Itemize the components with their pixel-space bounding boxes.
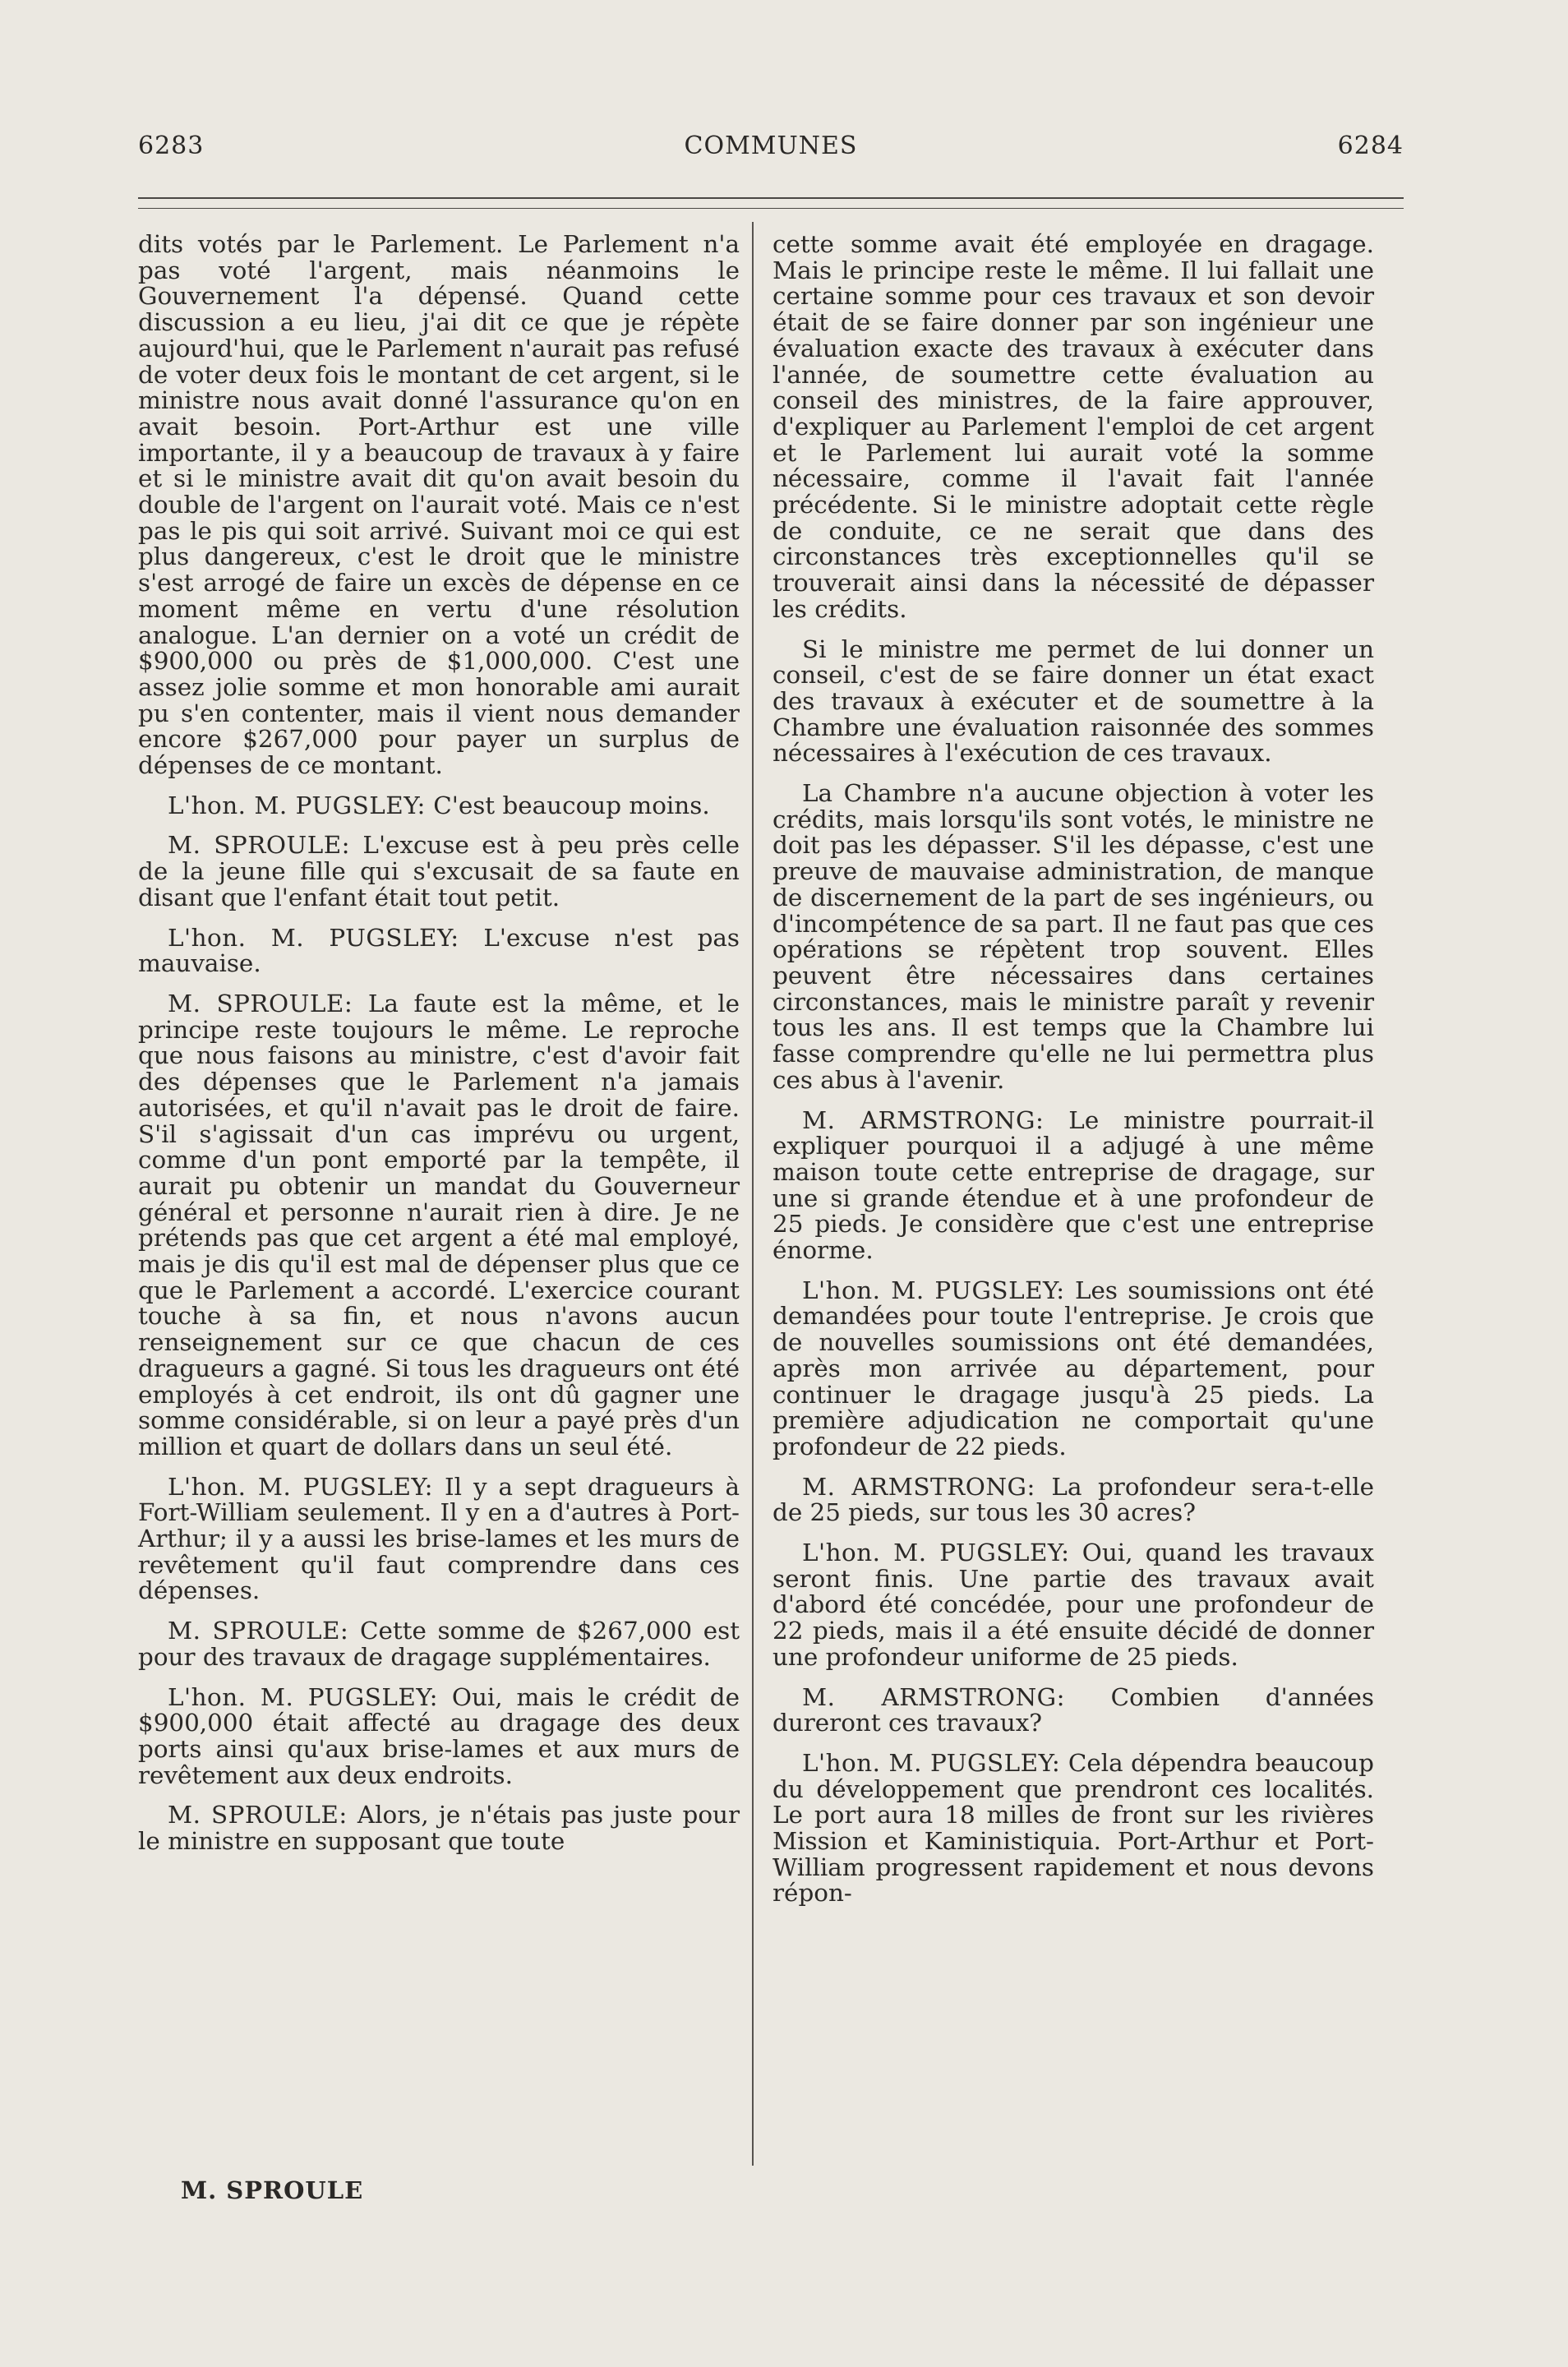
paragraph-text: Oui, mais le crédit de $900,000 était affecté au dragage des deux ports ainsi qu'aux brise-lames et aux murs de revêtement aux deux endroits.	[138, 1682, 740, 1789]
paragraph	[138, 1802, 740, 1854]
paragraph-text: dits votés par le Parlement. Le Parlement n'a pas voté l'argent, mais néanmoins le Gouvernement l'a dépensé. Quand cette discussion a eu lieu, j'ai dit ce que je répète aujourd'hui, que le Parlement n'aurait pas refusé de voter deux fois le montant de cet argent, si le ministre nous avait donné l'assurance qu'on en avait besoin. Port-Arthur est une ville importante, il y a beaucoup de travaux à y faire et si le ministre avait dit qu'on avait besoin du double de l'argent on l'aurait voté. Mais ce n'est pas le pis qui soit arrivé. Suivant moi ce qui est plus dangereux, c'est le droit que le ministre s'est arrogé de faire un excès de dépense en ce moment même en vertu d'une résolution analogue. L'an dernier on a voté un crédit de $900,000 ou près de $1,000,000. C'est une assez jolie somme et mon honorable ami aurait pu s'en contenter, mais il vient nous demander encore $267,000 pour payer un surplus de dépenses de ce montant.	[138, 230, 740, 780]
paragraph-text: Les soumissions ont été demandées pour toute l'entreprise. Je crois que de nouvelles soumissions ont été demandées, après mon arrivée au département, pour continuer le dragage jusqu'à 25 pieds. La première adjudication ne comportait qu'une profondeur de 22 pieds.	[772, 1276, 1374, 1460]
page-title: COMMUNES	[684, 132, 858, 160]
paragraph	[772, 634, 1374, 768]
paragraph-text: Alors, je n'étais pas juste pour le ministre en supposant que toute	[138, 1801, 740, 1856]
paragraph-text: Cela dépendra beaucoup du développement que prendront ces localités. Le port aura 18 milles de front sur les rivières Mission et Kaministiquia. Port-Arthur et Port-William progressent rapidement et nous devons répon-	[772, 1748, 1374, 1908]
speaker: L'hon. M. PUGSLEY:	[802, 1276, 1065, 1304]
paragraph-text: Le ministre pourrait-il expliquer pourquoi il a adjugé à une même maison toute cette entreprise de dragage, sur une si grande étendue et à une profondeur de 25 pieds. Je considère que c'est une entreprise énorme.	[772, 1105, 1374, 1265]
paragraph-text: La profondeur sera-t-elle de 25 pieds, sur tous les 30 acres?	[772, 1472, 1374, 1527]
paragraph	[138, 991, 740, 1460]
speaker: M. SPROULE:	[168, 1801, 348, 1829]
paragraph	[138, 833, 740, 911]
left-column	[138, 232, 740, 1869]
speaker: M. SPROULE:	[168, 1617, 349, 1645]
paragraph	[138, 1682, 740, 1789]
speaker: L'hon. M. PUGSLEY:	[802, 1748, 1061, 1777]
speaker: L'hon. M. PUGSLEY:	[168, 1472, 434, 1501]
paragraph	[772, 1278, 1374, 1460]
speaker: L'hon. M. PUGSLEY:	[168, 923, 459, 952]
paragraph-text: Si le ministre me permet de lui donner un conseil, c'est de se faire donner un état exact des travaux à exécuter et de soumettre à la Chambre une évaluation raisonnée des sommes nécessaires à l'exécution de ces travaux.	[772, 634, 1374, 768]
paragraph-text: L'excuse est à peu près celle de la jeune fille qui s'excusait de sa faute en disant que l'enfant était tout petit.	[138, 831, 740, 911]
paragraph	[772, 1474, 1374, 1526]
speaker: M. SPROULE:	[168, 831, 351, 860]
paragraph	[138, 793, 740, 819]
speaker: L'hon. M. PUGSLEY:	[168, 791, 426, 819]
paragraph	[138, 232, 740, 779]
header-rule-thin	[138, 208, 1404, 209]
paragraph	[772, 781, 1374, 1093]
paragraph-text: L'excuse n'est pas mauvaise.	[138, 923, 740, 978]
speaker: M. ARMSTRONG:	[802, 1682, 1066, 1711]
speaker: L'hon. M. PUGSLEY:	[168, 1682, 438, 1711]
column-divider	[752, 222, 754, 2166]
speaker: M. ARMSTRONG:	[802, 1105, 1045, 1134]
paragraph	[138, 925, 740, 977]
header-rule	[138, 197, 1404, 199]
paragraph	[138, 1474, 740, 1605]
paragraph-text: Oui, quand les travaux seront finis. Une partie des travaux avait d'abord été concédée, pour une profondeur de 22 pieds, mais il a été ensuite décidé de donner une profondeur uniforme de 25 pieds.	[772, 1539, 1374, 1671]
paragraph-text: La faute est la même, et le principe reste toujours le même. Le reproche que nous faisons au ministre, c'est d'avoir fait des dépenses que le Parlement n'a jamais autorisées, et qu'il n'avait pas le droit de faire. S'il s'agissait d'un cas imprévu ou urgent, comme d'un pont emporté par la tempête, il aurait pu obtenir un mandat du Gouverneur général et personne n'aurait rien à dire. Je ne prétends pas que cet argent a été mal employé, mais je dis qu'il est mal de dépenser plus que ce que le Parlement a accordé. L'exercice courant touche à sa fin, et nous n'avons aucun renseignement sur ce que chacun de ces dragueurs a gagné. Si tous les dragueurs ont été employés à cet endroit, ils ont dû gagner une somme considérable, si on leur a payé près d'un million et quart de dollars dans un seul été.	[138, 989, 740, 1460]
page-number-right: 6284	[1337, 132, 1404, 160]
running-head	[138, 132, 1404, 169]
paragraph	[772, 1682, 1374, 1737]
paragraph-text: Cette somme de $267,000 est pour des travaux de dragage supplémentaires.	[138, 1617, 740, 1671]
paragraph	[772, 1105, 1374, 1265]
paragraph	[772, 232, 1374, 623]
speaker: L'hon. M. PUGSLEY:	[802, 1539, 1070, 1567]
paragraph-text: C'est beaucoup moins.	[425, 791, 710, 819]
speaker: M. SPROULE:	[168, 989, 353, 1017]
right-column	[772, 232, 1374, 1921]
paragraph-text: La Chambre n'a aucune objection à voter les crédits, mais lorsqu'ils sont votés, le ministre ne doit pas les dépasser. S'il les dépasse, c'est une preuve de mauvaise administration, de manque de discernement de la part de ses ingénieurs, ou d'incompétence de sa part. Il ne faut pas que ces opérations se répètent trop souvent. Elles peuvent être nécessaires dans certaines circonstances, mais le ministre paraît y revenir tous les ans. Il est temps que la Chambre lui fasse comprendre qu'elle ne lui permettra plus ces abus à l'avenir.	[772, 779, 1374, 1094]
paragraph-text: Il y a sept dragueurs à Fort-William seulement. Il y en a d'autres à Port-Arthur; il y a aussi les brise-lames et les murs de revêtement qu'il faut comprendre dans ces dépenses.	[138, 1472, 740, 1605]
paragraph	[138, 1618, 740, 1670]
paragraph	[772, 1540, 1374, 1671]
footer-catchword: M. SPROULE	[181, 2176, 364, 2204]
paragraph-text: Combien d'années dureront ces travaux?	[772, 1682, 1374, 1737]
paragraph	[772, 1748, 1374, 1908]
speaker: M. ARMSTRONG:	[802, 1472, 1035, 1501]
paragraph-text: cette somme avait été employée en dragage. Mais le principe reste le même. Il lui fallait une certaine somme pour ces travaux et son devoir était de se faire donner par son ingénieur une évaluation exacte des travaux à exécuter dans l'année, de soumettre cette évaluation au conseil des ministres, de la faire approuver, d'expliquer au Parlement l'emploi de cet argent et le Parlement lui aurait voté la somme nécessaire, comme il l'avait fait l'année précédente. Si le ministre adoptait cette règle de conduite, ce ne serait que dans des circonstances très exceptionnelles qu'il se trouverait ainsi dans la nécessité de dépasser les crédits.	[772, 230, 1374, 623]
page-number-left: 6283	[138, 132, 205, 160]
